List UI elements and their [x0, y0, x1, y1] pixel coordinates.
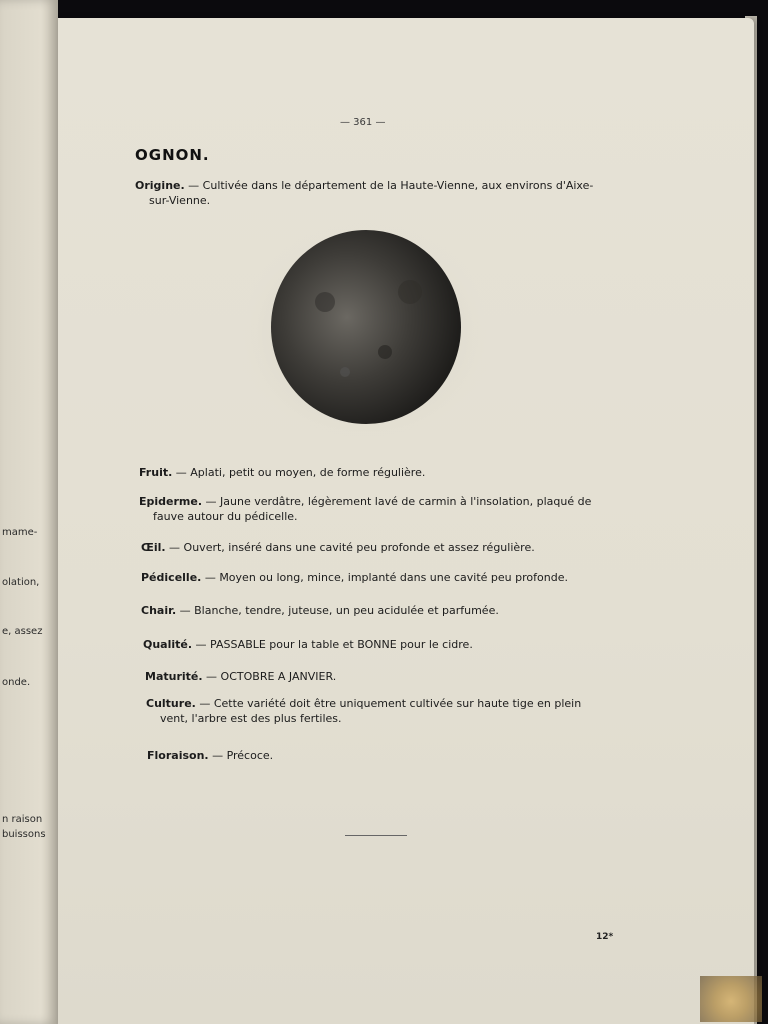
entry-fruit — [139, 465, 425, 480]
entry-text: — PASSABLE pour la table et BONNE pour le cidre. — [192, 638, 473, 651]
left-page-fragment: onde. — [2, 677, 31, 688]
page-title: OGNON. — [135, 146, 210, 164]
entry-text: — Moyen ou long, mince, implanté dans une cavité peu profonde. — [201, 571, 568, 584]
entry-chair — [141, 603, 499, 618]
left-page-fragment: mame- — [2, 527, 38, 538]
entry-text: — Aplati, petit ou moyen, de forme régulière. — [172, 466, 426, 479]
section-divider — [345, 835, 407, 836]
entry-text: — Blanche, tendre, juteuse, un peu acidulée et parfumée. — [176, 604, 499, 617]
entry-pedicelle — [141, 570, 568, 585]
entry-text: — Précoce. — [208, 749, 274, 762]
entry-label: Œil. — [141, 541, 166, 554]
entry-maturite — [145, 669, 336, 684]
entry-oeil — [141, 540, 535, 555]
signature-mark: 12* — [596, 932, 614, 942]
entry-label: Maturité. — [145, 670, 203, 683]
entry-continuation: vent, l'arbre est des plus fertiles. — [160, 712, 342, 725]
entry-qualite — [143, 637, 473, 652]
entry-continuation: fauve autour du pédicelle. — [153, 510, 298, 523]
entry-epiderme — [139, 494, 591, 524]
left-page-fragment: e, assez — [2, 626, 43, 637]
entry-label: Fruit. — [139, 466, 173, 479]
left-page-fragment: buissons — [2, 829, 46, 840]
entry-label: Qualité. — [143, 638, 193, 651]
entry-floraison — [147, 748, 273, 763]
left-page — [0, 0, 58, 1024]
entry-text: — Jaune verdâtre, légèrement lavé de carmin à l'insolation, plaqué de — [202, 495, 592, 508]
entry-label: Chair. — [141, 604, 177, 617]
entry-text: — OCTOBRE A JANVIER. — [202, 670, 337, 683]
entry-continuation: sur-Vienne. — [149, 194, 211, 207]
entry-culture — [146, 696, 581, 726]
watermark-thumbnail — [700, 976, 762, 1022]
entry-label: Pédicelle. — [141, 571, 202, 584]
apple-photo — [235, 222, 500, 454]
entry-origine — [135, 178, 593, 208]
entry-label: Culture. — [146, 697, 196, 710]
entry-text: — Ouvert, inséré dans une cavité peu profonde et assez régulière. — [165, 541, 535, 554]
entry-text: — Cette variété doit être uniquement cultivée sur haute tige en plein — [195, 697, 582, 710]
entry-label: Epiderme. — [139, 495, 203, 508]
entry-label: Origine. — [135, 179, 185, 192]
page-number: — 361 — — [340, 117, 386, 128]
entry-text: — Cultivée dans le département de la Haute-Vienne, aux environs d'Aixe- — [184, 179, 594, 192]
left-page-fragment: olation, — [2, 577, 40, 588]
entry-label: Floraison. — [147, 749, 209, 762]
left-page-fragment: n raison — [2, 814, 43, 825]
